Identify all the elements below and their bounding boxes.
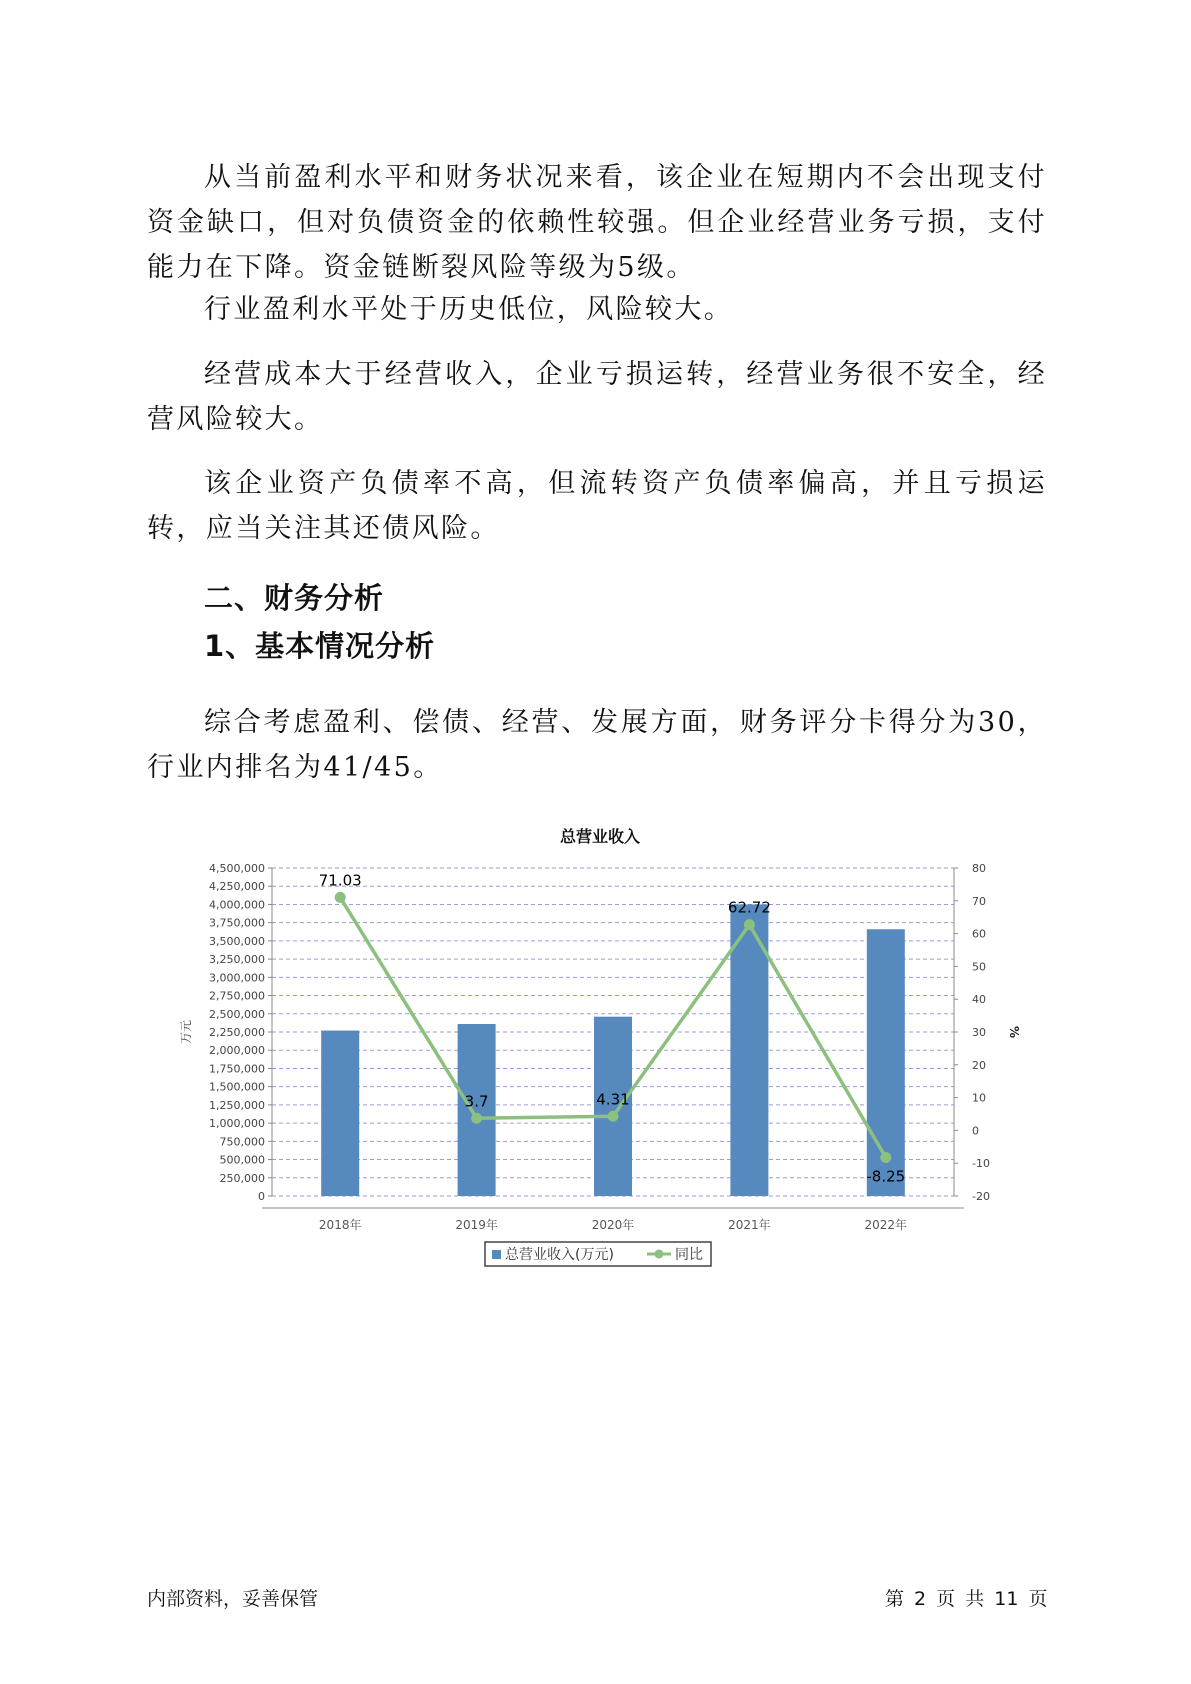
y-tick-label: 2,500,000 — [209, 1007, 265, 1021]
paragraph-operating-risk: 经营成本大于经营收入，企业亏损运转，经营业务很不安全，经营风险较大。 — [147, 359, 1047, 435]
yoy-point — [880, 1152, 891, 1163]
y-tick-label: 2,000,000 — [209, 1044, 265, 1058]
y-right-tick-label: 20 — [972, 1058, 986, 1072]
y-tick-label: 4,250,000 — [209, 880, 265, 894]
x-tick-label: 2019年 — [455, 1218, 498, 1232]
y-tick-label: 4,500,000 — [209, 862, 265, 875]
paragraph-score-summary: 综合考虑盈利、偿债、经营、发展方面，财务评分卡得分为30，行业内排名为41/45。 — [147, 707, 1047, 783]
revenue-chart — [150, 850, 1030, 1270]
y-tick-label: 0 — [258, 1190, 265, 1203]
y-tick-label: 1,500,000 — [209, 1080, 265, 1094]
x-tick-label: 2018年 — [318, 1218, 362, 1232]
x-tick-label: 2022年 — [864, 1218, 908, 1232]
y-axis-label: 万元 — [179, 1019, 193, 1045]
paragraph-industry-profit: 行业盈利水平处于历史低位，风险较大。 — [204, 294, 734, 325]
yoy-point — [335, 892, 346, 903]
yoy-point — [744, 919, 755, 930]
data-label: 3.7 — [464, 1092, 489, 1111]
y-tick-label: 3,500,000 — [209, 934, 265, 948]
y-tick-label: 3,750,000 — [209, 916, 265, 930]
y-right-tick-label: 10 — [972, 1091, 986, 1105]
y-tick-label: 500,000 — [219, 1153, 265, 1167]
data-label: 4.31 — [596, 1090, 630, 1109]
y-right-tick-label: 0 — [972, 1124, 979, 1138]
y-right-tick-label: 50 — [972, 960, 986, 974]
y-axis-right-label: % — [1007, 1025, 1021, 1039]
subsection-heading: 1、基本情况分析 — [204, 629, 436, 663]
y-right-tick-label: 60 — [972, 927, 986, 941]
y-tick-label: 2,750,000 — [209, 989, 265, 1003]
revenue-bar — [321, 1031, 359, 1196]
y-tick-label: 750,000 — [219, 1135, 265, 1149]
y-tick-label: 3,000,000 — [209, 971, 265, 985]
paragraph-funding-risk: 从当前盈利水平和财务状况来看，该企业在短期内不会出现支付资金缺口，但对负债资金的依赖性较强。但企业经营业务亏损，支付能力在下降。资金链断裂风险等级为5级。 — [147, 162, 1047, 283]
y-right-tick-label: -20 — [972, 1190, 990, 1203]
y-tick-label: 1,750,000 — [209, 1062, 265, 1076]
footer-confidential: 内部资料，妥善保管 — [147, 1588, 319, 1610]
legend-line-marker — [655, 1250, 664, 1259]
y-tick-label: 250,000 — [219, 1171, 265, 1185]
data-label: 62.72 — [727, 898, 771, 917]
footer-page-number: 第 2 页 共 11 页 — [885, 1588, 1048, 1610]
legend-bar-swatch — [492, 1250, 501, 1259]
legend-line-label: 同比 — [675, 1247, 703, 1263]
data-label: 71.03 — [318, 871, 362, 890]
y-tick-label: 1,250,000 — [209, 1098, 265, 1112]
y-right-tick-label: -10 — [972, 1157, 990, 1171]
y-tick-label: 1,000,000 — [209, 1117, 265, 1131]
y-tick-label: 2,250,000 — [209, 1026, 265, 1039]
y-right-tick-label: 80 — [972, 862, 986, 875]
legend-bar-label: 总营业收入(万元) — [505, 1247, 614, 1263]
y-tick-label: 4,000,000 — [209, 898, 265, 912]
data-label: -8.25 — [866, 1167, 906, 1186]
paragraph-debt-risk: 该企业资产负债率不高，但流转资产负债率偏高，并且亏损运转，应当关注其还债风险。 — [147, 468, 1047, 544]
chart-title: 总营业收入 — [559, 827, 640, 846]
y-tick-label: 3,250,000 — [209, 953, 265, 967]
yoy-point — [471, 1113, 482, 1124]
yoy-point — [608, 1111, 619, 1122]
section-heading: 二、财务分析 — [204, 581, 385, 615]
y-right-tick-label: 70 — [972, 894, 986, 908]
x-tick-label: 2021年 — [728, 1218, 771, 1232]
x-tick-label: 2020年 — [591, 1218, 635, 1232]
y-right-tick-label: 40 — [972, 993, 986, 1007]
y-right-tick-label: 30 — [972, 1026, 986, 1039]
